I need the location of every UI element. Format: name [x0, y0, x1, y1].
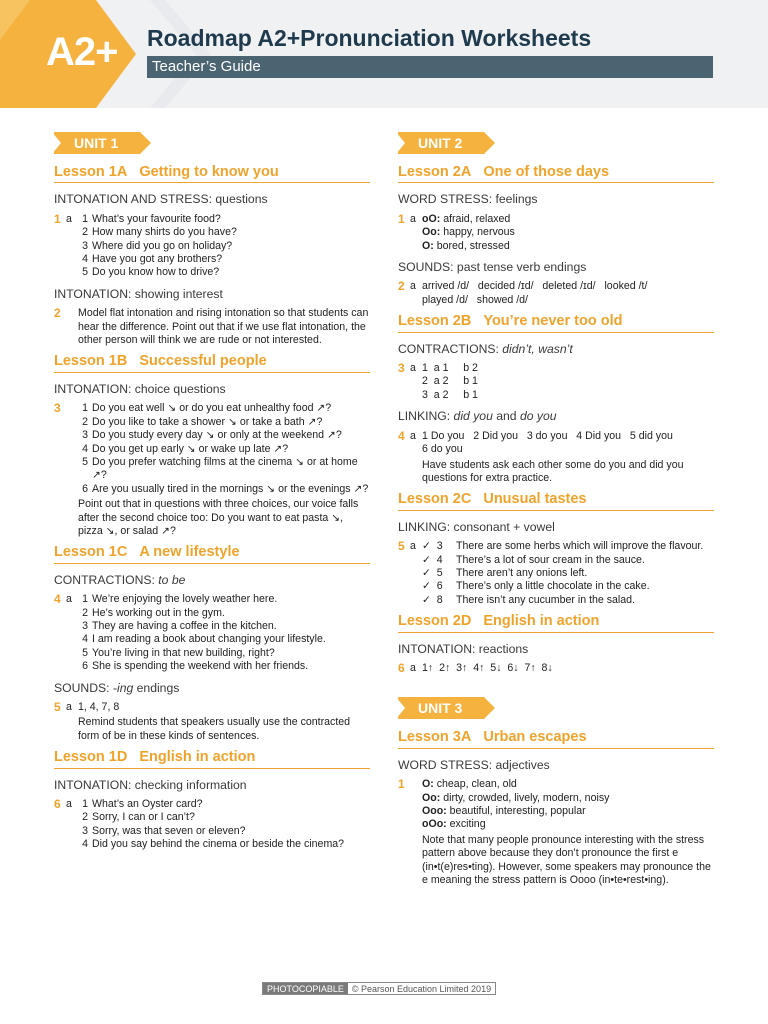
right-column: [398, 132, 714, 895]
answer-item: [78, 593, 370, 606]
exercise-1: [54, 213, 370, 280]
section-heading: INTONATION AND STRESS: questions: [54, 192, 268, 207]
exercise-2: [398, 280, 714, 307]
item-text: What’s an Oyster card?: [92, 798, 203, 811]
answer-item: [78, 416, 370, 429]
exercise-part-blank: [410, 778, 422, 887]
exercise-3: [54, 402, 370, 538]
answer-item: [422, 792, 714, 805]
lesson-code: Lesson 2C: [398, 491, 472, 508]
item-text: Do you get up early ↘ or wake up late ↗?: [92, 442, 289, 455]
answer-line: 1↑ 2↑ 3↑ 4↑ 5↓ 6↓ 7↑ 8↓: [422, 661, 553, 674]
item-text: Do you prefer watching films at the cinema ↘ or at home ↗?: [92, 455, 358, 482]
exercise-6: [398, 662, 714, 675]
answer-item: [78, 838, 370, 851]
item-number: 3: [82, 239, 88, 252]
stress-pattern: oO:: [422, 212, 441, 225]
exercise-number: 1: [398, 777, 405, 792]
answer-item: [422, 580, 714, 593]
item-text: Where did you go on holiday?: [92, 239, 233, 252]
stress-pattern: Ooo:: [422, 805, 447, 817]
exercise-number: 2: [398, 279, 405, 294]
spacer: [398, 683, 714, 697]
answer-item: [78, 825, 370, 838]
exercise-part: a: [66, 212, 72, 225]
exercise-answers: [78, 798, 370, 852]
section-heading: LINKING: consonant + vowel: [398, 519, 555, 534]
item-text: beautiful, interesting, popular: [446, 805, 586, 817]
section-label-italic: didn’t, wasn’t: [502, 341, 573, 356]
item-number: 6: [82, 660, 88, 673]
exercise-part-blank: [66, 402, 78, 538]
answer-item: [78, 607, 370, 620]
subtitle-bar: Teacher’s Guide: [147, 56, 713, 78]
answer-item: [422, 240, 714, 253]
answer-line: arrived /d/ decided /ɪd/ deleted /ɪd/ looked /t/: [422, 280, 648, 293]
answer-item: [422, 567, 714, 580]
item-number: 4: [82, 838, 88, 851]
answer-line: played /d/ showed /d/: [422, 293, 529, 306]
item-text: You’re living in that new building, right?: [92, 646, 275, 659]
exercise-answers: [422, 540, 714, 607]
exercise-part: a: [66, 701, 72, 713]
stress-pattern: oOo:: [422, 818, 447, 831]
section-heading: INTONATION: reactions: [398, 641, 529, 656]
lesson-code: Lesson 2B: [398, 313, 472, 330]
lesson-name: Getting to know you: [139, 164, 279, 180]
lesson-name: Successful people: [139, 353, 267, 370]
section-label-italic: do you: [519, 409, 557, 424]
exercise-4: [398, 430, 714, 486]
item-text: afraid, relaxed: [440, 212, 511, 225]
item-text: Do you know how to drive?: [92, 266, 220, 279]
lesson-name: Unusual tastes: [483, 491, 587, 508]
answer-item: [78, 660, 370, 673]
item-number: 2: [82, 226, 88, 239]
answer-item: [422, 805, 714, 818]
item-number: ✓ 8: [422, 593, 443, 606]
exercise-part: a: [410, 212, 416, 225]
answer-item: [78, 633, 370, 646]
exercise-3: [398, 362, 714, 402]
exercise-part: a: [410, 540, 416, 553]
lesson-code: Lesson 2D: [398, 613, 472, 630]
answer-item: [78, 266, 370, 279]
lesson-1b-heading: [54, 355, 370, 372]
item-text: There isn’t any cucumber in the salad.: [456, 593, 636, 606]
item-number: 1: [82, 402, 88, 415]
item-text: happy, nervous: [440, 226, 515, 239]
exercise-number: 5: [54, 700, 61, 714]
section-heading: INTONATION: checking information: [54, 777, 247, 792]
answer-item: [422, 226, 714, 239]
item-number: 5: [82, 266, 88, 279]
exercise-answers: [422, 778, 714, 887]
exercise-number: 3: [398, 361, 405, 376]
section-label: SOUNDS:: [54, 680, 113, 695]
answer-item: [78, 240, 370, 253]
item-number: 5: [82, 455, 88, 468]
section-heading: INTONATION: showing interest: [54, 286, 223, 301]
exercise-1: [398, 213, 714, 253]
answer-item: [78, 402, 370, 415]
item-text: dirty, crowded, lively, modern, noisy: [440, 791, 610, 804]
lesson-name: You’re never too old: [483, 313, 623, 330]
item-number: ✓ 5: [422, 566, 443, 579]
section-label-italic: -ing: [112, 680, 134, 695]
section-label: LINKING:: [398, 409, 454, 424]
exercise-note: Model flat intonation and rising intonation so that students can hear the difference. Point out that if we use flat intonation, the other person will think we are rude or not interested.: [78, 307, 369, 347]
lesson-3a-heading: [398, 731, 714, 748]
item-text: How many shirts do you have?: [92, 226, 237, 239]
item-number: 3: [82, 429, 88, 442]
item-number: 4: [82, 633, 88, 646]
answer-item: [78, 798, 370, 811]
section-heading: [54, 682, 370, 695]
exercise-number: 5: [398, 539, 405, 554]
lesson-1c-heading: [54, 546, 370, 563]
item-number: 2: [82, 606, 88, 619]
item-text: What’s your favourite food?: [92, 212, 221, 225]
lesson-1a-heading: [54, 166, 370, 183]
answer-line: 1, 4, 7, 8: [78, 701, 120, 713]
exercise-part: a: [410, 661, 416, 674]
item-text: exciting: [446, 818, 486, 831]
lesson-code: Lesson 1D: [54, 749, 128, 766]
exercise-number: 4: [54, 592, 61, 607]
lesson-1d-heading: [54, 751, 370, 768]
footer: [262, 982, 496, 995]
stress-pattern: O:: [422, 778, 434, 791]
answer-row: 1 a 1 b 2: [422, 362, 478, 375]
answer-item: [422, 594, 714, 607]
answer-item: [422, 818, 714, 831]
answer-row: 3 a 2 b 1: [422, 388, 478, 401]
section-label: endings: [133, 680, 180, 695]
level-logo: A2+: [46, 30, 118, 74]
exercise-number: 6: [398, 660, 405, 675]
exercise-note: Point out that in questions with three choices, our voice falls after the second choice too: Do you want to eat pasta ↘, pizza ↘, or salad ↗?: [78, 498, 359, 537]
item-text: There are some herbs which will improve the flavour.: [456, 540, 704, 553]
section-heading: WORD STRESS: feelings: [398, 192, 538, 207]
answer-item: [78, 213, 370, 226]
item-number: ✓ 4: [422, 553, 443, 566]
answer-item: [78, 456, 370, 483]
unit-3-tag: UNIT 3: [398, 697, 484, 719]
item-text: She is spending the weekend with her friends.: [92, 660, 309, 673]
exercise-answers: [422, 213, 714, 253]
item-text: We’re enjoying the lovely weather here.: [92, 593, 278, 606]
lesson-code: Lesson 1B: [54, 353, 128, 370]
item-number: 6: [82, 482, 88, 495]
answer-item: [78, 483, 370, 496]
stress-pattern: O:: [422, 239, 434, 252]
unit-1-tag: UNIT 1: [54, 132, 140, 154]
item-text: Sorry, was that seven or eleven?: [92, 824, 246, 837]
exercise-answers: [78, 402, 370, 538]
exercise-note: Remind students that speakers usually use the contracted form of be in these kinds of sentences.: [78, 716, 351, 742]
exercise-1: [398, 778, 714, 887]
item-text: Did you say behind the cinema or beside the cinema?: [92, 838, 345, 851]
item-number: 2: [82, 811, 88, 824]
section-heading: [398, 410, 714, 423]
exercise-2: [54, 307, 370, 347]
lesson-code: Lesson 2A: [398, 164, 472, 180]
lesson-code: Lesson 1C: [54, 544, 128, 561]
copyright-text: © Pearson Education Limited 2019: [351, 984, 492, 994]
lesson-code: Lesson 1A: [54, 164, 128, 180]
page-title: Roadmap A2+Pronunciation Worksheets: [147, 25, 592, 51]
item-number: 3: [82, 824, 88, 837]
answer-item: [422, 213, 714, 226]
exercise-number: 1: [398, 211, 405, 226]
item-text: There’s only a little chocolate in the cake.: [456, 580, 650, 593]
exercise-answers: [422, 362, 714, 402]
exercise-answers: [422, 430, 714, 486]
exercise-number: 1: [54, 211, 61, 226]
section-label: CONTRACTIONS:: [54, 572, 159, 587]
section-heading: [398, 343, 714, 356]
exercise-number: 6: [54, 797, 61, 812]
item-text: Do you eat well ↘ or do you eat unhealthy food ↗?: [92, 402, 332, 415]
item-text: Do you study every day ↘ or only at the weekend ↗?: [92, 429, 342, 442]
lesson-2a-heading: [398, 166, 714, 183]
item-number: 1: [82, 593, 88, 606]
lesson-2b-heading: [398, 315, 714, 332]
exercise-4: [54, 593, 370, 673]
exercise-6: [54, 798, 370, 852]
section-heading: INTONATION: choice questions: [54, 381, 226, 396]
item-text: Do you like to take a shower ↘ or take a bath ↗?: [92, 415, 323, 428]
answer-item: [78, 226, 370, 239]
lesson-name: English in action: [483, 613, 600, 630]
lesson-name: One of those days: [483, 164, 610, 180]
exercise-note: Have students ask each other some do you and did you questions for extra practice.: [422, 458, 684, 484]
exercise-answers: [78, 701, 370, 743]
exercise-part: a: [410, 429, 416, 442]
item-number: 1: [82, 798, 88, 811]
exercise-5: [54, 701, 370, 743]
answer-item: [78, 253, 370, 266]
item-text: bored, stressed: [433, 239, 510, 252]
item-number: 5: [82, 646, 88, 659]
answer-item: [78, 429, 370, 442]
item-text: Are you usually tired in the mornings ↘ or the evenings ↗?: [92, 482, 369, 495]
section-label: CONTRACTIONS:: [398, 341, 503, 356]
answer-line: 6 do you: [422, 443, 463, 456]
item-number: ✓ 6: [422, 580, 443, 593]
answer-line: 1 Do you 2 Did you 3 do you 4 Did you 5 did you: [422, 429, 673, 442]
lesson-name: A new lifestyle: [139, 544, 240, 561]
item-text: I am reading a book about changing your lifestyle.: [92, 633, 326, 646]
answer-item: [422, 554, 714, 567]
section-heading: SOUNDS: past tense verb endings: [398, 260, 587, 275]
exercise-answers: [422, 280, 714, 307]
item-text: Have you got any brothers?: [92, 253, 223, 266]
exercise-number: 4: [398, 428, 405, 443]
answer-item: [78, 811, 370, 824]
exercise-note: Note that many people pronounce interesting with the stress pattern above because they don’t pronounce the first e (in•t(e)res•ting). However, some speakers may pronounce the e meaning the stress pattern is Oooo (in•te•rest•ing).: [422, 833, 711, 887]
section-label: and: [492, 409, 520, 424]
lesson-2c-heading: [398, 493, 714, 510]
item-number: ✓ 3: [422, 540, 443, 553]
section-heading: WORD STRESS: adjectives: [398, 757, 550, 772]
unit-2-tag: UNIT 2: [398, 132, 484, 154]
item-number: 2: [82, 415, 88, 428]
answer-row: 2 a 2 b 1: [422, 375, 478, 388]
left-column: [54, 132, 370, 860]
item-number: 4: [82, 442, 88, 455]
item-text: There aren’t any onions left.: [456, 566, 588, 579]
item-text: There’s a lot of sour cream in the sauce.: [456, 553, 645, 566]
lesson-2d-heading: [398, 615, 714, 632]
header-band: [0, 0, 768, 108]
exercise-number: 2: [54, 306, 61, 321]
exercise-5: [398, 540, 714, 607]
item-text: They are having a coffee in the kitchen.: [92, 619, 277, 632]
item-number: 1: [82, 212, 88, 225]
item-text: cheap, clean, old: [433, 778, 517, 791]
answer-item: [78, 443, 370, 456]
item-number: 4: [82, 253, 88, 266]
stress-pattern: Oo:: [422, 226, 441, 239]
exercise-part: a: [66, 593, 72, 606]
stress-pattern: Oo:: [422, 791, 441, 804]
section-heading: [54, 574, 370, 587]
answer-item: [422, 540, 714, 553]
exercise-part: a: [66, 798, 72, 811]
exercise-number: 3: [54, 401, 61, 416]
exercise-part: a: [410, 362, 416, 375]
section-label-italic: to be: [158, 572, 186, 587]
answer-item: [78, 647, 370, 660]
section-label-italic: did you: [453, 409, 493, 424]
exercise-answers: [78, 213, 370, 280]
item-text: He’s working out in the gym.: [92, 606, 225, 619]
answer-item: [78, 620, 370, 633]
lesson-name: Urban escapes: [483, 729, 587, 746]
lesson-name: English in action: [139, 749, 256, 766]
exercise-answers: [78, 593, 370, 673]
photocopiable-label: PHOTOCOPIABLE: [263, 983, 348, 994]
exercise-part: a: [410, 280, 416, 293]
answer-item: [422, 778, 714, 791]
lesson-code: Lesson 3A: [398, 729, 472, 746]
item-text: Sorry, I can or I can’t?: [92, 811, 195, 824]
item-number: 3: [82, 619, 88, 632]
